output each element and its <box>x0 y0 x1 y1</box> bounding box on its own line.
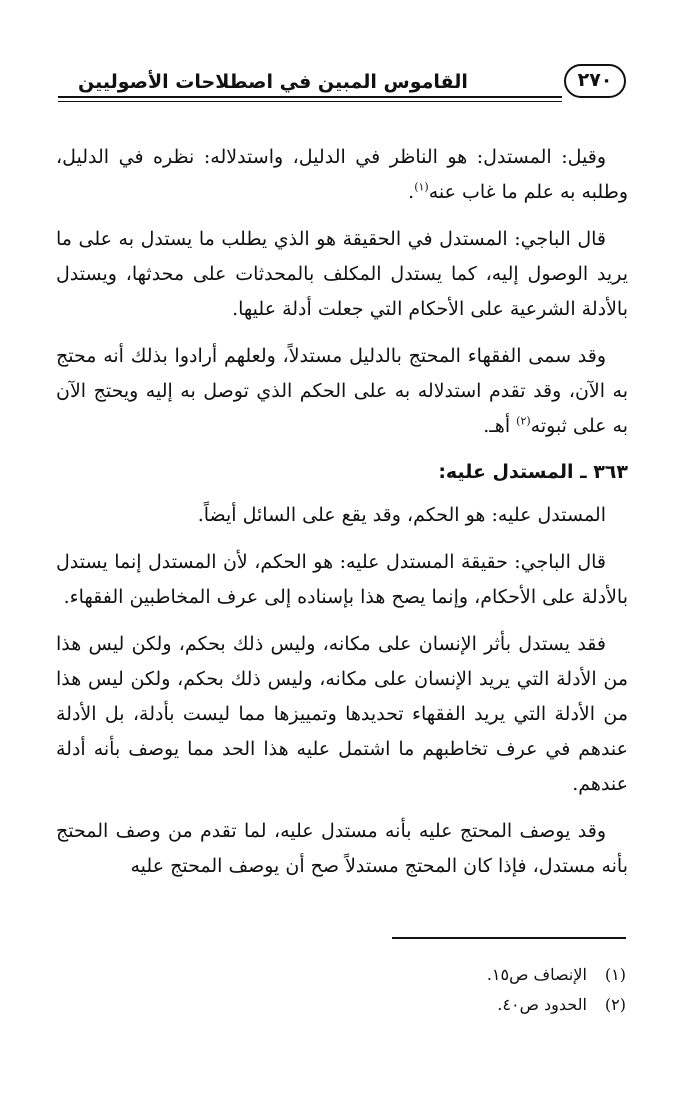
footnote-ref: (٢) <box>516 414 531 428</box>
section-heading: ٣٦٣ ـ المستدل عليه: <box>438 461 628 483</box>
paragraph <box>56 545 628 615</box>
paragraph <box>56 339 628 444</box>
footnote-text: الحدود ص٤٠. <box>497 995 587 1014</box>
running-title: القاموس المبين في اصطلاحات الأصوليين <box>78 71 468 93</box>
footnote <box>58 960 626 990</box>
page-number: ٢٧٠ <box>564 64 626 98</box>
footnotes <box>58 960 626 1020</box>
header-rule-thin <box>58 101 562 102</box>
paragraph <box>56 498 628 533</box>
paragraph-text: وقد سمى الفقهاء المحتج بالدليل مستدلاً، ولعلهم أرادوا بذلك أنه محتج به الآن، وقد تقدم استدلاله به على الحكم الذي توصل به إليه ويحتج الآن به على ثبوته <box>56 345 628 437</box>
paragraph <box>56 627 628 802</box>
paragraph-text: وقيل: المستدل: هو الناظر في الدليل، واستدلاله: نظره في الدليل، وطلبه به علم ما غاب عنه <box>56 146 628 203</box>
paragraph-text: فقد يستدل بأثر الإنسان على مكانه، وليس ذلك بحكم، ولكن ليس هذا من الأدلة التي يريد الإنسان على مكانه، وليس ذلك بحكم، ولكن ليس هذا من الأدلة التي يريد الفقهاء تحديدها وتمييزها مما ليست بأدلة، بل الأدلة عندهم في عرف تخاطبهم ما اشتمل عليه هذا الحد مما يوصف بأنه أدلة عندهم. <box>56 633 628 795</box>
footnote-number: (٢) <box>604 995 626 1014</box>
paragraph-tail: . <box>408 181 415 203</box>
main-text <box>56 140 628 896</box>
paragraph-text: وقد يوصف المحتج عليه بأنه مستدل عليه، لما تقدم من وصف المحتج بأنه مستدل، فإذا كان المحتج مستدلاً صح أن يوصف المحتج عليه <box>56 820 628 877</box>
footnote-separator <box>392 937 626 939</box>
paragraph-text: المستدل عليه: هو الحكم، وقد يقع على السائل أيضاً. <box>197 504 606 526</box>
footnote-text: الإنصاف ص١٥. <box>486 965 587 984</box>
paragraph-text: قال الباجي: المستدل في الحقيقة هو الذي يطلب ما يستدل به على ما يريد الوصول إليه، كما يستدل المكلف بالمحدثات على محدثها، ويستدل بالأدلة الشرعية على الأحكام التي جعلت أدلة عليها. <box>56 228 628 320</box>
footnote-number: (١) <box>604 965 626 984</box>
paragraph <box>56 140 628 210</box>
paragraph <box>56 814 628 884</box>
footnote-ref: (١) <box>414 180 429 194</box>
header-rule <box>58 96 562 98</box>
page-header <box>58 62 626 106</box>
paragraph-text: قال الباجي: حقيقة المستدل عليه: هو الحكم، لأن المستدل إنما يستدل بالأدلة على الأحكام، وإنما يصح هذا بإسناده إلى عرف المخاطبين الفقهاء. <box>56 551 628 608</box>
footnote <box>58 990 626 1020</box>
paragraph <box>56 222 628 327</box>
paragraph-tail: أهـ. <box>483 415 517 437</box>
